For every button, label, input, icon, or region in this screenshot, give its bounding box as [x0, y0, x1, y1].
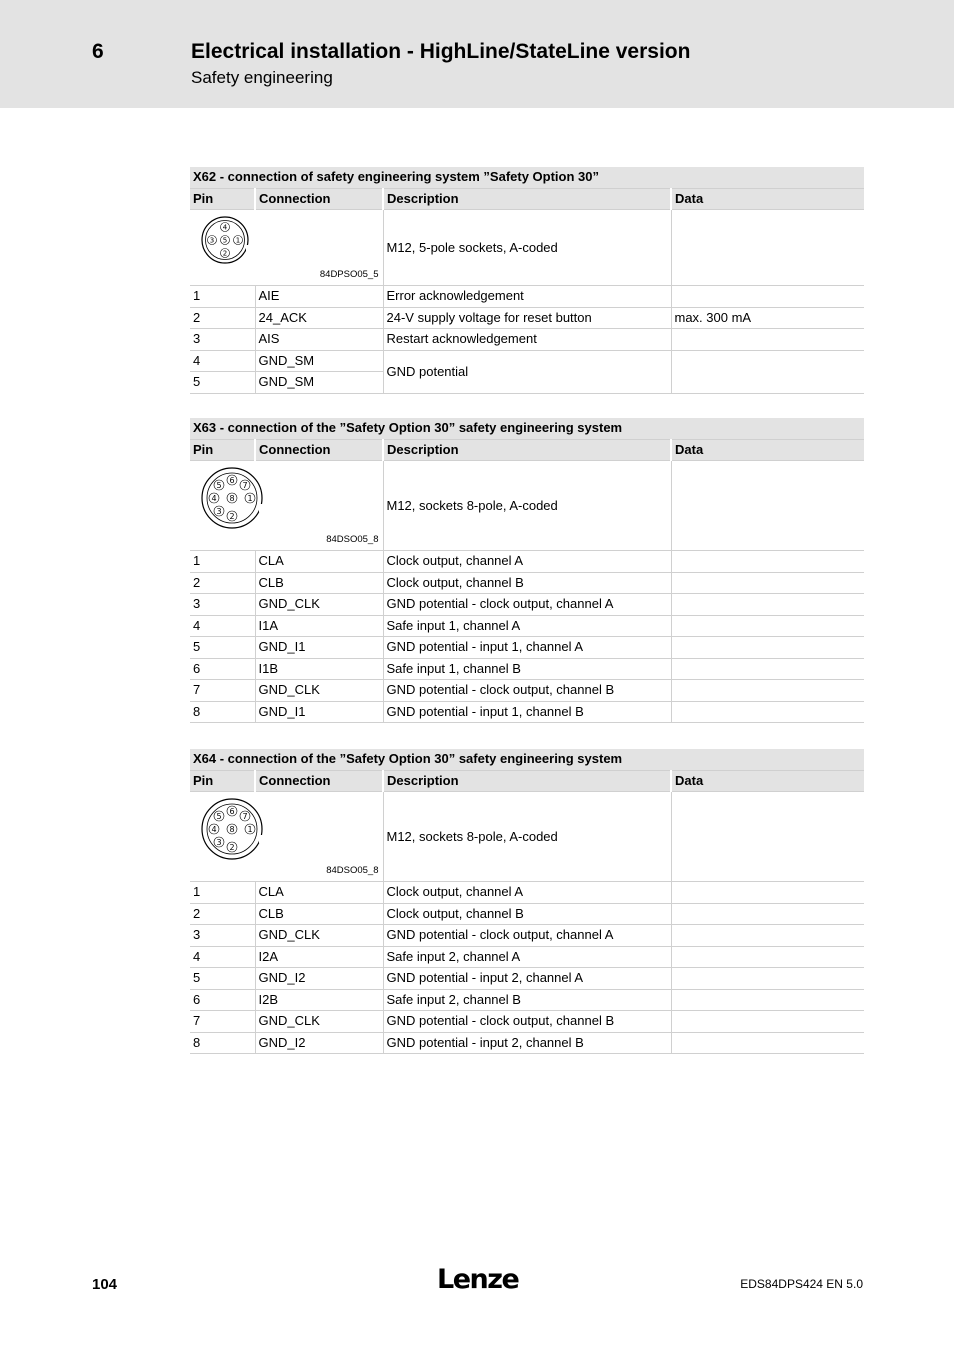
pin-cell: 6: [190, 989, 255, 1011]
connection-cell: 24_ACK: [255, 307, 383, 329]
connection-cell: CLB: [255, 903, 383, 925]
connection-cell: GND_CLK: [255, 680, 383, 702]
data-cell: [671, 701, 864, 723]
data-cell: [671, 594, 864, 616]
table-row: [190, 551, 864, 573]
connector-description: M12, sockets 8-pole, A-coded: [383, 461, 671, 551]
pin-cell: 5: [190, 637, 255, 659]
data-cell: [671, 792, 864, 882]
pin-cell: 4: [190, 615, 255, 637]
pin-cell: 1: [190, 286, 255, 308]
pin-cell: 1: [190, 882, 255, 904]
column-header-description: Description: [383, 770, 671, 792]
pin-label: 2: [229, 512, 235, 521]
document-id: EDS84DPS424 EN 5.0: [740, 1277, 863, 1291]
connection-cell: CLA: [255, 882, 383, 904]
description-cell: Safe input 1, channel A: [383, 615, 671, 637]
data-cell: [671, 286, 864, 308]
table-title: X62 - connection of safety engineering system ”Safety Option 30”: [190, 167, 864, 188]
description-cell: GND potential - clock output, channel A: [383, 594, 671, 616]
connection-cell: GND_I2: [255, 968, 383, 990]
description-cell: Clock output, channel A: [383, 882, 671, 904]
page-number: 104: [92, 1276, 118, 1293]
table-row: [190, 286, 864, 308]
description-cell: Safe input 2, channel B: [383, 989, 671, 1011]
connection-cell: GND_CLK: [255, 925, 383, 947]
table-row: [190, 903, 864, 925]
pin-cell: 4: [190, 946, 255, 968]
column-header-connection: Connection: [255, 188, 383, 210]
table-row: [190, 946, 864, 968]
pin-cell: 5: [190, 372, 255, 394]
pin-cell: 2: [190, 572, 255, 594]
pin-label: 8: [229, 825, 235, 834]
connector-5pin-icon: [200, 215, 250, 265]
x63-table: [190, 418, 864, 723]
table-row: [190, 701, 864, 723]
chapter-number: 6: [92, 40, 104, 63]
column-header-description: Description: [383, 439, 671, 461]
connector-8pin-icon: [200, 466, 264, 530]
pin-cell: 2: [190, 307, 255, 329]
connection-cell: AIE: [255, 286, 383, 308]
column-header-pin: Pin: [190, 188, 255, 210]
connection-cell: CLB: [255, 572, 383, 594]
pin-label: 1: [247, 825, 253, 834]
column-header-pin: Pin: [190, 770, 255, 792]
description-cell: 24-V supply voltage for reset button: [383, 307, 671, 329]
description-cell: GND potential - input 2, channel B: [383, 1032, 671, 1054]
pin-label: 5: [216, 481, 222, 490]
data-cell: [671, 946, 864, 968]
chapter-subtitle: Safety engineering: [191, 68, 333, 87]
connection-cell: I2A: [255, 946, 383, 968]
table-row: [190, 658, 864, 680]
pin-label: 6: [229, 476, 235, 485]
column-header-connection: Connection: [255, 439, 383, 461]
pin-cell: 2: [190, 903, 255, 925]
column-header-data: Data: [671, 770, 864, 792]
pin-label: 3: [209, 236, 215, 245]
pin-cell: 3: [190, 925, 255, 947]
description-cell: Restart acknowledgement: [383, 329, 671, 351]
data-cell: max. 300 mA: [671, 307, 864, 329]
table-row: [190, 925, 864, 947]
description-cell: Safe input 2, channel A: [383, 946, 671, 968]
pin-label: 2: [222, 249, 228, 258]
data-cell: [671, 572, 864, 594]
column-header-pin: Pin: [190, 439, 255, 461]
x64-table: [190, 749, 864, 1054]
connection-cell: GND_CLK: [255, 594, 383, 616]
connection-cell: AIS: [255, 329, 383, 351]
pin-cell: 4: [190, 350, 255, 372]
table-row: [190, 968, 864, 990]
connection-cell: I1B: [255, 658, 383, 680]
description-cell: Error acknowledgement: [383, 286, 671, 308]
description-cell: GND potential - clock output, channel A: [383, 925, 671, 947]
description-cell: Clock output, channel A: [383, 551, 671, 573]
connection-cell: I1A: [255, 615, 383, 637]
connector-image-cell: [190, 792, 383, 882]
connection-cell: GND_I1: [255, 701, 383, 723]
table-row: [190, 615, 864, 637]
connection-cell: GND_CLK: [255, 1011, 383, 1033]
data-cell: [671, 903, 864, 925]
connector-description: M12, sockets 8-pole, A-coded: [383, 792, 671, 882]
pin-cell: 8: [190, 1032, 255, 1054]
image-caption: 84DPSO05_5: [319, 269, 379, 280]
x62-table: [190, 167, 864, 394]
pin-cell: 6: [190, 658, 255, 680]
description-cell: GND potential - input 1, channel A: [383, 637, 671, 659]
connector-description: M12, 5-pole sockets, A-coded: [383, 210, 671, 286]
pin-label: 3: [216, 838, 222, 847]
data-cell: [671, 658, 864, 680]
pin-label: 4: [211, 825, 217, 834]
description-cell: GND potential - input 1, channel B: [383, 701, 671, 723]
table-row: [190, 329, 864, 351]
pin-cell: 1: [190, 551, 255, 573]
table-row: [190, 680, 864, 702]
description-cell: Clock output, channel B: [383, 572, 671, 594]
pin-cell: 7: [190, 680, 255, 702]
table-row: [190, 637, 864, 659]
data-cell: [671, 350, 864, 393]
table-row: [190, 989, 864, 1011]
column-header-connection: Connection: [255, 770, 383, 792]
description-cell: GND potential - clock output, channel B: [383, 680, 671, 702]
data-cell: [671, 210, 864, 286]
data-cell: [671, 551, 864, 573]
table-row: [190, 882, 864, 904]
connector-8pin-icon: [200, 797, 264, 861]
pin-label: 1: [247, 494, 253, 503]
connection-cell: GND_I2: [255, 1032, 383, 1054]
pin-label: 5: [216, 812, 222, 821]
pin-label: 8: [229, 494, 235, 503]
description-cell: GND potential: [383, 350, 671, 393]
pin-label: 3: [216, 507, 222, 516]
lenze-logo: Lenze: [437, 1264, 519, 1295]
table-row: [190, 594, 864, 616]
pin-cell: 3: [190, 329, 255, 351]
table-row: [190, 1011, 864, 1033]
data-cell: [671, 989, 864, 1011]
table-row: [190, 307, 864, 329]
pin-cell: 5: [190, 968, 255, 990]
connector-image-cell: [190, 210, 383, 286]
table-row: [190, 350, 864, 372]
pin-cell: 3: [190, 594, 255, 616]
pin-cell: 8: [190, 701, 255, 723]
data-cell: [671, 1011, 864, 1033]
connection-cell: GND_SM: [255, 350, 383, 372]
chapter-title: Electrical installation - HighLine/StateLine version: [191, 40, 691, 63]
table-title: X63 - connection of the ”Safety Option 30” safety engineering system: [190, 418, 864, 439]
data-cell: [671, 882, 864, 904]
pin-label: 7: [242, 812, 248, 821]
pin-label: 5: [222, 236, 228, 245]
table-row: [190, 572, 864, 594]
data-cell: [671, 968, 864, 990]
connection-cell: I2B: [255, 989, 383, 1011]
pin-cell: 7: [190, 1011, 255, 1033]
pin-label: 1: [235, 236, 241, 245]
data-cell: [671, 1032, 864, 1054]
description-cell: GND potential - input 2, channel A: [383, 968, 671, 990]
column-header-data: Data: [671, 439, 864, 461]
connector-image-cell: [190, 461, 383, 551]
data-cell: [671, 637, 864, 659]
data-cell: [671, 461, 864, 551]
pin-label: 7: [242, 481, 248, 490]
pin-label: 2: [229, 843, 235, 852]
connection-cell: GND_SM: [255, 372, 383, 394]
connection-cell: GND_I1: [255, 637, 383, 659]
description-cell: Clock output, channel B: [383, 903, 671, 925]
page-header: [0, 0, 954, 108]
image-caption: 84DSO05_8: [326, 534, 379, 545]
data-cell: [671, 329, 864, 351]
data-cell: [671, 925, 864, 947]
column-header-description: Description: [383, 188, 671, 210]
table-title: X64 - connection of the ”Safety Option 30” safety engineering system: [190, 749, 864, 770]
pin-label: 4: [211, 494, 217, 503]
description-cell: Safe input 1, channel B: [383, 658, 671, 680]
table-row: [190, 1032, 864, 1054]
column-header-data: Data: [671, 188, 864, 210]
pin-label: 4: [222, 223, 228, 232]
description-cell: GND potential - clock output, channel B: [383, 1011, 671, 1033]
data-cell: [671, 680, 864, 702]
pin-label: 6: [229, 807, 235, 816]
connection-cell: CLA: [255, 551, 383, 573]
data-cell: [671, 615, 864, 637]
image-caption: 84DSO05_8: [326, 865, 379, 876]
